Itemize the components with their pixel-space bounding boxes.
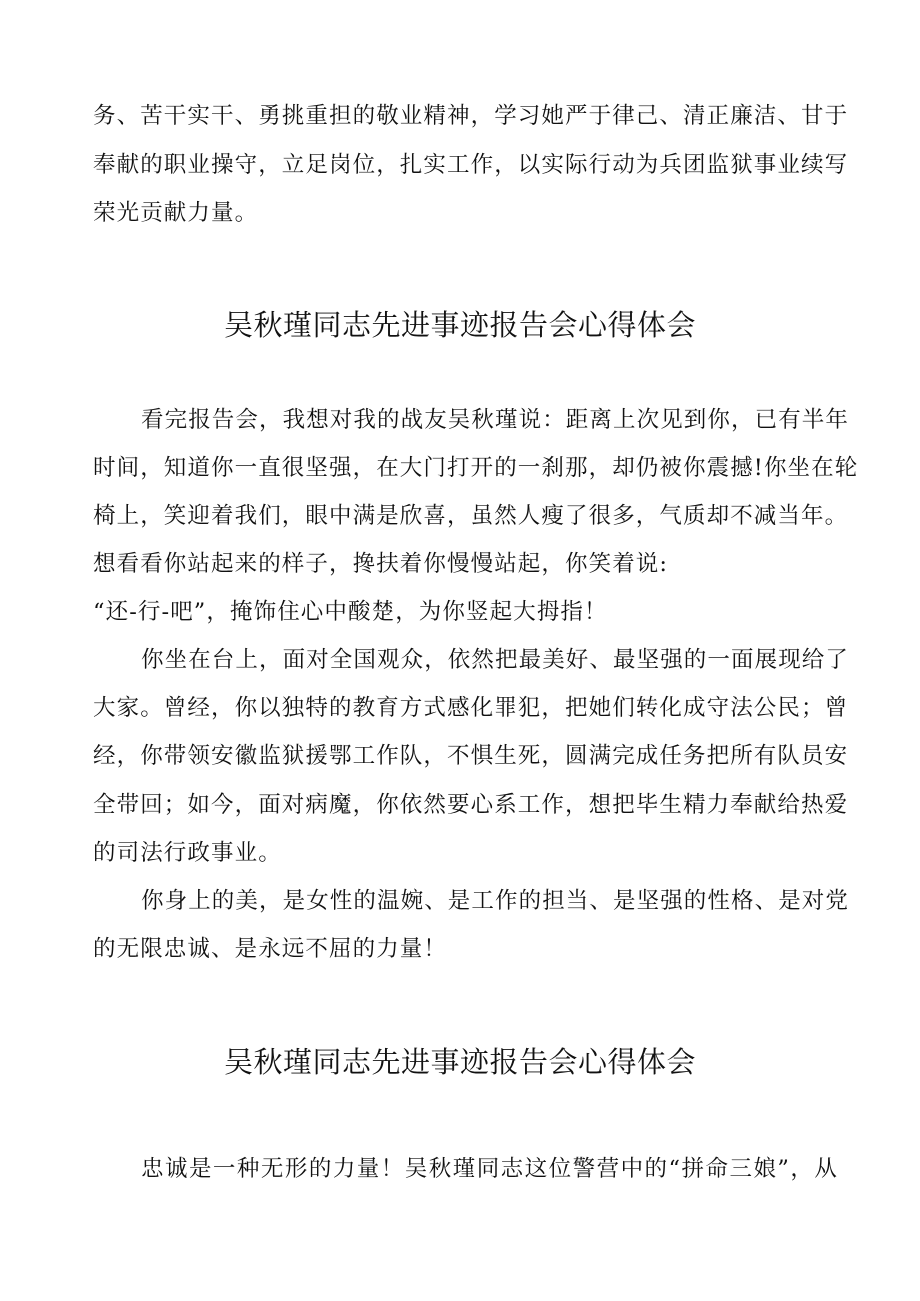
paragraph-line: 经，你带领安徽监狱援鄂工作队，不惧生死，圆满完成任务把所有队员安 <box>93 743 849 769</box>
paragraph-line: 奉献的职业操守，立足岗位，扎实工作，以实际行动为兵团监狱事业续写 <box>93 152 849 178</box>
paragraph-line: 大家。曾经，你以独特的教育方式感化罪犯，把她们转化成守法公民；曾 <box>93 695 849 721</box>
paragraph-line: 时间，知道你一直很坚强，在大门打开的一刹那，却仍被你震撼!你坐在轮 <box>93 455 859 481</box>
paragraph-line: 你身上的美，是女性的温婉、是工作的担当、是坚强的性格、是对党 <box>141 888 850 914</box>
paragraph-line: 看完报告会，我想对我的战友吴秋瑾说：距离上次见到你，已有半年 <box>141 407 850 433</box>
paragraph-line: 务、苦干实干、勇挑重担的敬业精神，学习她严于律己、清正廉洁、甘于 <box>93 103 849 129</box>
paragraph-line: 的司法行政事业。 <box>93 840 282 866</box>
paragraph-line: 忠诚是一种无形的力量！吴秋瑾同志这位警营中的“拼命三娘”，从 <box>141 1156 838 1182</box>
paragraph-line: 的无限忠诚、是永远不屈的力量！ <box>93 936 448 962</box>
section-heading: 吴秋瑾同志先进事迹报告会心得体会 <box>223 1045 696 1079</box>
paragraph-line: “还-行-吧”，掩饰住心中酸楚，为你竖起大拇指！ <box>93 599 608 625</box>
paragraph-line: 全带回；如今，面对病魔，你依然要心系工作，想把毕生精力奉献给热爱 <box>93 792 849 818</box>
section-heading: 吴秋瑾同志先进事迹报告会心得体会 <box>223 308 696 342</box>
paragraph-line: 你坐在台上，面对全国观众，依然把最美好、最坚强的一面展现给了 <box>141 647 850 673</box>
paragraph-line: 荣光贡献力量。 <box>93 200 259 226</box>
paragraph-line: 想看看你站起来的样子，搀扶着你慢慢站起，你笑着说: <box>93 551 669 577</box>
paragraph-line: 椅上，笑迎着我们，眼中满是欣喜，虽然人瘦了很多，气质却不减当年。 <box>93 503 849 529</box>
